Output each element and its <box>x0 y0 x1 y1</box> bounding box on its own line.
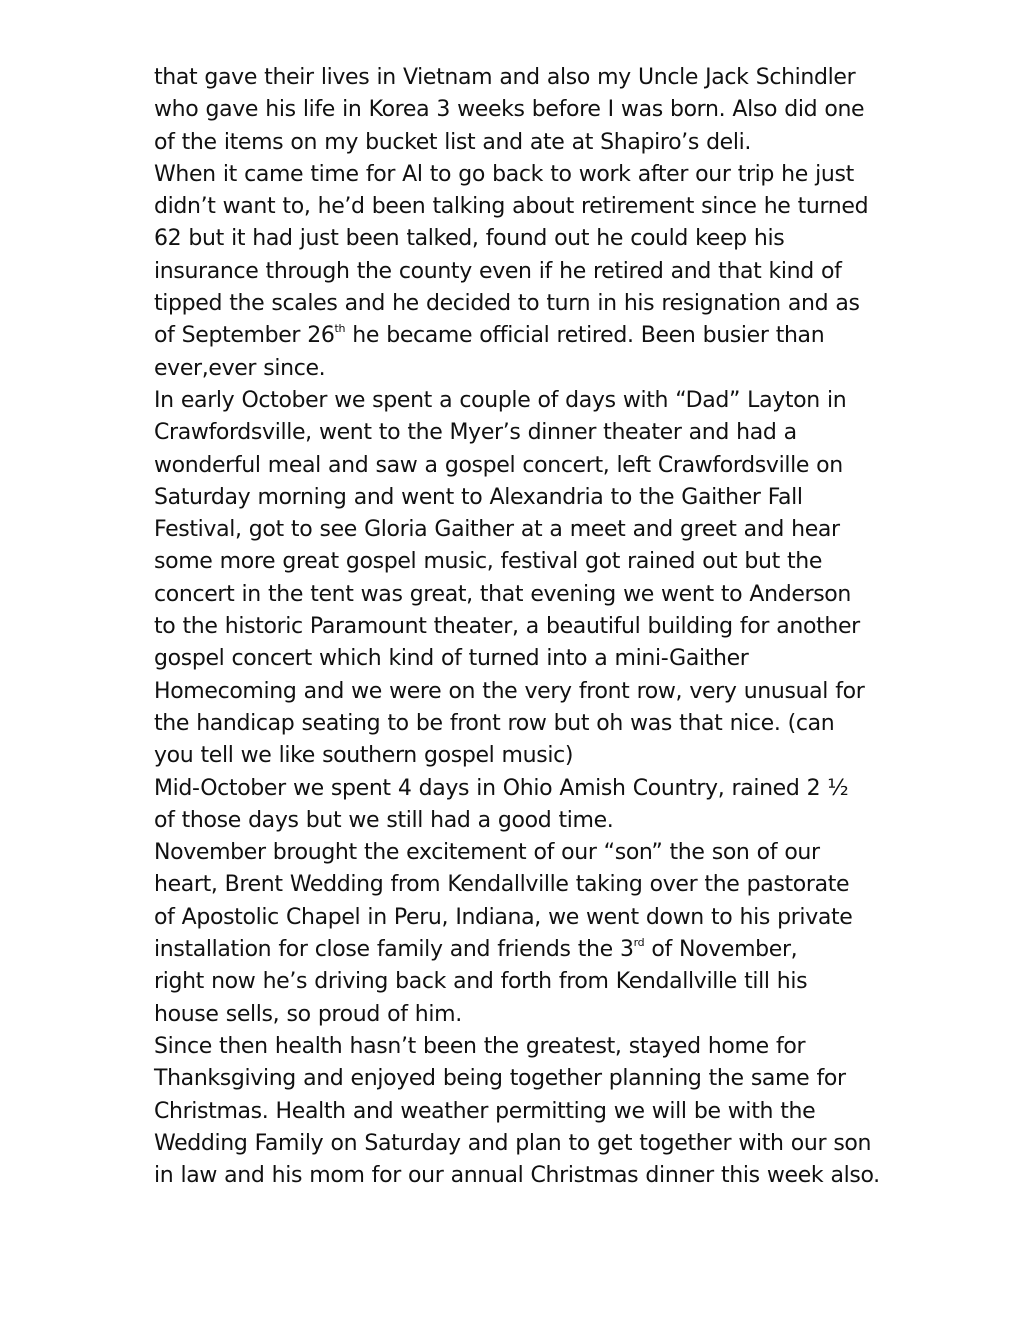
text-line: right now he’s driving back and forth from Kendallville till his <box>154 969 808 995</box>
text-line: Christmas. Health and weather permitting we will be with the <box>154 1098 816 1124</box>
text-line <box>154 934 914 966</box>
ordinal-suffix: th <box>334 322 346 336</box>
text-line: Mid-October we spent 4 days in Ohio Amish Country, rained 2 ½ <box>154 775 849 801</box>
text-line: Saturday morning and went to Alexandria to the Gaither Fall <box>154 484 803 510</box>
text-line: in law and his mom for our annual Christmas dinner this week also. <box>154 1163 880 1189</box>
text-line: Wedding Family on Saturday and plan to get together with our son <box>154 1130 872 1156</box>
text-line: some more great gospel music, festival got rained out but the <box>154 549 823 575</box>
text-line: Since then health hasn’t been the greatest, stayed home for <box>154 1033 806 1059</box>
text-line: Crawfordsville, went to the Myer’s dinner theater and had a <box>154 420 797 446</box>
text-segment: he became official retired. Been busier than <box>345 323 825 349</box>
text-line: gospel concert which kind of turned into a mini-Gaither <box>154 646 749 672</box>
text-line: of those days but we still had a good time. <box>154 807 614 833</box>
text-line: the handicap seating to be front row but oh was that nice. (can <box>154 710 835 736</box>
text-line: Thanksgiving and enjoyed being together planning the same for <box>154 1066 846 1092</box>
text-line: concert in the tent was great, that evening we went to Anderson <box>154 581 852 607</box>
text-line: that gave their lives in Vietnam and also my Uncle Jack Schindler <box>154 65 856 90</box>
letter-body <box>154 62 914 1192</box>
text-line: of Apostolic Chapel in Peru, Indiana, we went down to his private <box>154 904 853 930</box>
text-line: who gave his life in Korea 3 weeks before I was born. Also did one <box>154 97 865 123</box>
ordinal-suffix: rd <box>633 935 645 949</box>
text-segment: installation for close family and friends the 3 <box>154 937 634 963</box>
text-line: wonderful meal and saw a gospel concert, left Crawfordsville on <box>154 452 843 478</box>
text-line: When it came time for Al to go back to work after our trip he just <box>154 161 854 187</box>
text-line: heart, Brent Wedding from Kendallville taking over the pastorate <box>154 872 850 898</box>
text-line: insurance through the county even if he retired and that kind of <box>154 258 842 284</box>
text-line: you tell we like southern gospel music) <box>154 743 574 769</box>
text-line: didn’t want to, he’d been talking about retirement since he turned <box>154 194 869 220</box>
text-segment: of September 26 <box>154 323 335 349</box>
text-line: In early October we spent a couple of days with “Dad” Layton in <box>154 387 847 413</box>
text-line: November brought the excitement of our “son” the son of our <box>154 840 820 866</box>
text-line: to the historic Paramount theater, a beautiful building for another <box>154 614 860 640</box>
text-line: Festival, got to see Gloria Gaither at a meet and greet and hear <box>154 517 840 543</box>
text-segment: of November, <box>644 937 798 963</box>
text-line: house sells, so proud of him. <box>154 1001 462 1027</box>
text-line: of the items on my bucket list and ate at Shapiro’s deli. <box>154 129 752 155</box>
text-line: ever,ever since. <box>154 355 326 381</box>
text-line <box>154 320 914 352</box>
text-line: 62 but it had just been talked, found out he could keep his <box>154 226 785 252</box>
text-line: tipped the scales and he decided to turn in his resignation and as <box>154 291 860 317</box>
text-line: Homecoming and we were on the very front row, very unusual for <box>154 678 865 704</box>
